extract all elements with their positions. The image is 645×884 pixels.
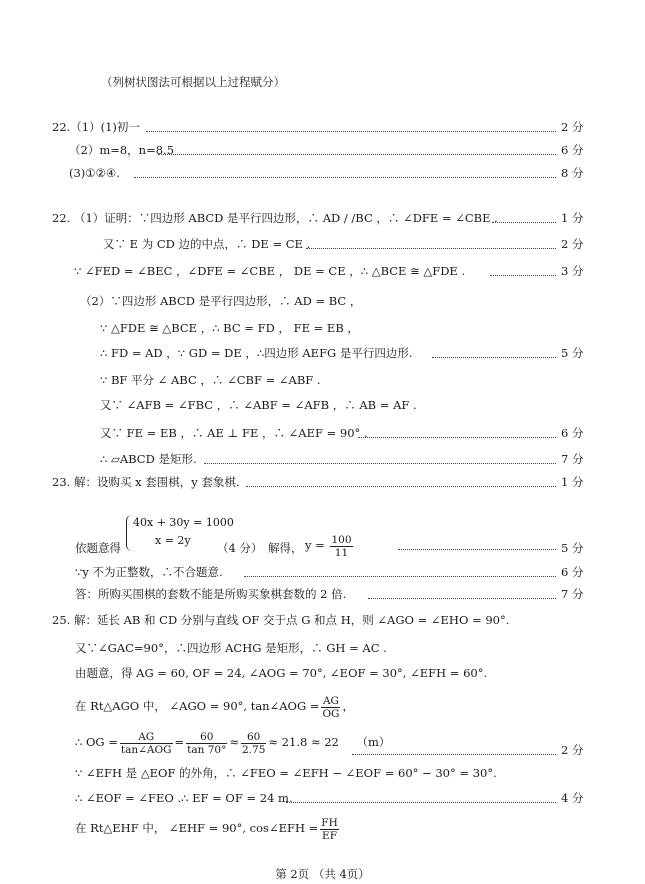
denominator: 2.75 — [242, 743, 266, 756]
score: 7 分 — [561, 587, 584, 601]
approx-sign: ≈ — [229, 735, 239, 749]
score: 7 分 — [561, 452, 584, 466]
q22a-line-3: (3)①②④. — [69, 166, 120, 180]
q22a-line-1: 22.（1）(1)初一 — [52, 120, 140, 134]
q25-line-7: ∴ ∠EOF = ∠FEO .∴ EF = OF = 24 m. — [75, 791, 293, 805]
score: 1 分 — [561, 475, 584, 489]
fraction — [321, 695, 340, 720]
leader-dots — [368, 597, 556, 599]
numerator: AG — [120, 731, 173, 744]
leader-dots — [358, 436, 556, 438]
approx-result: ≈ 21.8 ≈ 22 — [268, 735, 339, 749]
page-footer: 第 2页 （共 4页） — [275, 867, 370, 881]
score: 5 分 — [561, 541, 584, 555]
leader-dots — [158, 153, 556, 155]
leader-dots — [146, 130, 556, 132]
score: 8 分 — [561, 166, 584, 180]
q22b-line-8: 又∵ ∠AFB = ∠FBC ，∴ ∠ABF = ∠AFB ，∴ AB = AF . — [100, 398, 417, 412]
score: 3 分 — [561, 264, 584, 278]
q22b-line-3: ∵ ∠FED = ∠BEC ，∠DFE = ∠CBE ， DE = CE ，∴ △BCE ≅ △FDE . — [74, 264, 466, 278]
equation-1: 40x + 30y = 1000 — [133, 516, 234, 529]
q23-points: （4 分） — [217, 541, 263, 555]
denominator: OG — [322, 707, 340, 720]
q25-line-3: 由题意，得 AG = 60, OF = 24, ∠AOG = 70°, ∠EOF = 30°, ∠EFH = 60°. — [75, 666, 488, 680]
q22b-line-7: ∵ BF 平分 ∠ ABC ，∴ ∠CBF = ∠ABF . — [100, 373, 321, 387]
numerator: 100 — [331, 533, 352, 546]
leader-dots — [244, 575, 556, 577]
score: 2 分 — [561, 743, 584, 757]
q22b-line-5: ∵ △FDE ≅ △BCE ，∴ BC = FD ， FE = EB ， — [100, 321, 359, 335]
score: 6 分 — [561, 565, 584, 579]
score: 6 分 — [561, 426, 584, 440]
q23-condition-label: 依题意得 — [75, 541, 121, 555]
q25-line-1: 25. 解：延长 AB 和 CD 分别与直线 OF 交于点 G 和点 H，则 ∠AGO = ∠EHO = 90°. — [52, 613, 510, 627]
q23-line-4: 答：所购买围棋的套数不能是所购买象棋套数的 2 倍. — [75, 587, 347, 601]
equation-2: x = 2y — [155, 534, 191, 547]
leader-dots — [398, 548, 556, 550]
q23-line-1: 23. 解：设购买 x 套围棋，y 套象棋. — [52, 475, 240, 489]
q22b-line-1: 22. （1）证明：∵四边形 ABCD 是平行四边形，∴ AD / /BC ，∴ ∠DFE = ∠CBE . — [52, 211, 498, 225]
leader-dots — [492, 221, 556, 223]
q22b-line-6: ∴ FD = AD ，∵ GD = DE ，∴四边形 AEFG 是平行四边形. — [100, 346, 413, 360]
score: 5 分 — [561, 346, 584, 360]
fraction — [120, 731, 173, 756]
score: 2 分 — [561, 237, 584, 251]
numerator: FH — [321, 816, 338, 829]
q22b-line-10: ∴ ▱ABCD 是矩形. — [100, 452, 197, 466]
q23-solve-label: 解得， — [268, 541, 303, 555]
leader-dots — [432, 356, 556, 358]
score: 6 分 — [561, 143, 584, 157]
numerator: 60 — [241, 731, 266, 744]
q25-line-6: ∵ ∠EFH 是 △EOF 的外角，∴ ∠FEO = ∠EFH − ∠EOF = 60° − 30° = 30°. — [75, 766, 497, 780]
og-label: OG = — [85, 735, 118, 749]
score: 4 分 — [561, 791, 584, 805]
unit: （m） — [356, 735, 391, 749]
q25-line-8 — [75, 812, 341, 844]
denominator: tan 70° — [187, 743, 227, 756]
q25-line-5 — [75, 724, 390, 760]
q22b-line-9: 又∵ FE = EB ，∴ AE ⊥ FE ，∴ ∠AEF = 90° . — [100, 426, 368, 440]
solution-var: y = — [305, 538, 325, 552]
fraction — [241, 731, 266, 756]
scoring-note: （列树状图法可根据以上过程赋分） — [101, 75, 285, 89]
score: 2 分 — [561, 120, 584, 134]
q23-solution — [305, 533, 355, 559]
fraction — [186, 731, 227, 756]
q25-line-2: 又∵∠GAC=90°，∴四边形 ACHG 是矩形，∴ GH = AC . — [75, 641, 387, 655]
leader-dots — [490, 274, 556, 276]
fraction — [320, 817, 338, 842]
numerator: 60 — [186, 731, 227, 744]
leader-dots — [134, 176, 556, 178]
leader-dots — [352, 753, 556, 755]
denominator: EF — [322, 829, 337, 842]
leader-dots — [286, 801, 556, 803]
leader-dots — [306, 247, 556, 249]
equals-sign: = — [174, 735, 185, 749]
denominator: 11 — [334, 546, 349, 559]
fraction — [330, 534, 352, 559]
leader-dots — [246, 485, 556, 487]
q25-line-4 — [75, 690, 354, 722]
q22a-line-2: （2）m=8，n=8.5 — [69, 143, 175, 157]
q22b-line-4: （2）∵四边形 ABCD 是平行四边形，∴ AD = BC ， — [80, 294, 362, 308]
leader-dots — [204, 462, 556, 464]
score: 1 分 — [561, 211, 584, 225]
therefore-symbol: ∴ — [75, 735, 83, 749]
q22b-line-2: 又∵ E 为 CD 边的中点，∴ DE = CE . — [103, 237, 311, 251]
q23-line-3: ∵y 不为正整数，∴不合题意. — [75, 565, 223, 579]
q25-line-4-text: 在 Rt△AGO 中， ∠AGO = 90°, tan∠AOG = — [75, 699, 320, 713]
comma: ， — [342, 699, 354, 713]
denominator: tan∠AOG — [120, 743, 172, 756]
numerator: AG — [322, 694, 339, 707]
q25-line-8-text: 在 Rt△EHF 中， ∠EHF = 90°, cos∠EFH = — [75, 821, 319, 835]
